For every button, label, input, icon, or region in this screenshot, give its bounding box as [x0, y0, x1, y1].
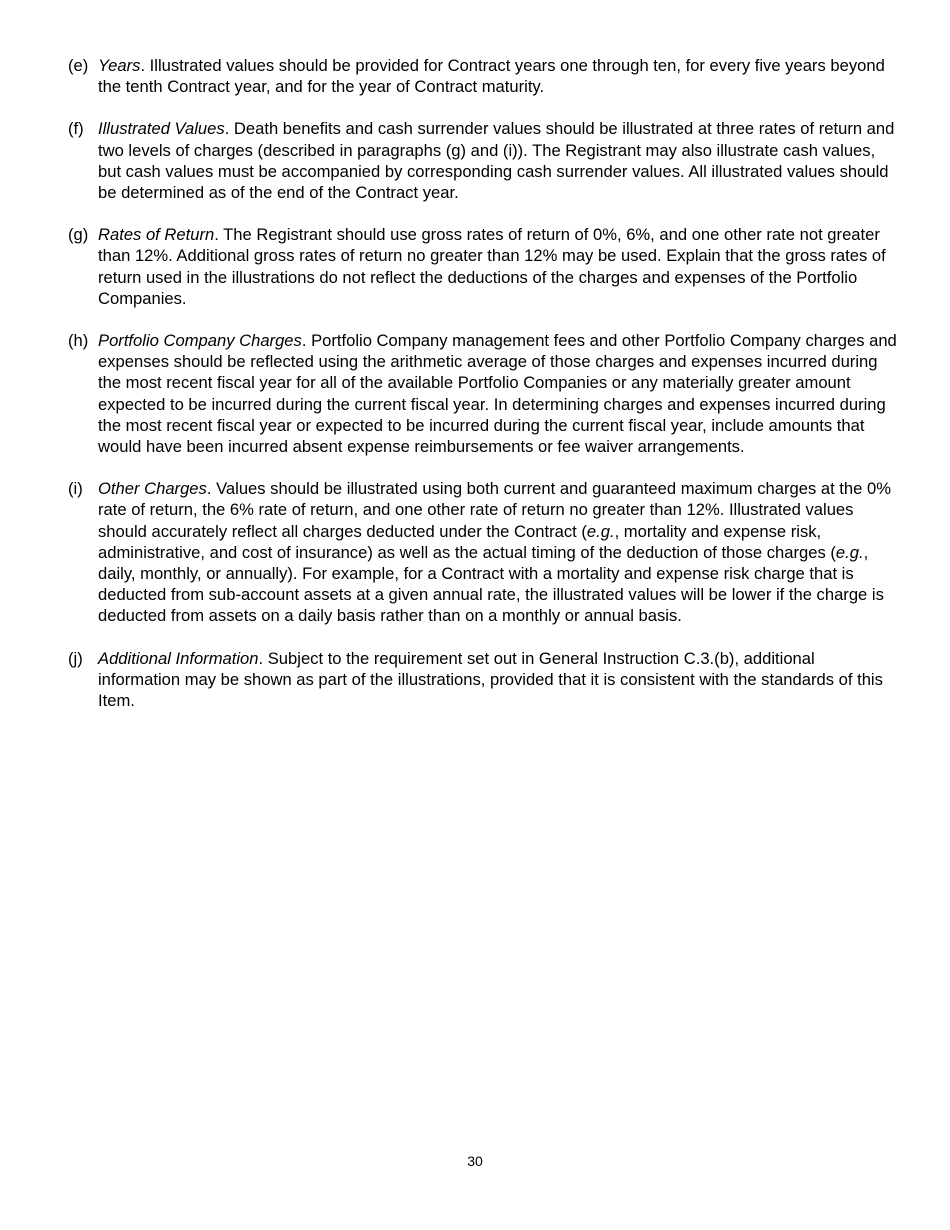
item-paragraph [98, 55, 898, 97]
item-marker: (e) [68, 56, 89, 75]
item-heading: Rates of Return [98, 225, 215, 245]
instruction-list [68, 55, 898, 732]
item-heading: Other Charges [98, 479, 207, 499]
item-paragraph [98, 224, 898, 309]
list-item [68, 118, 898, 203]
item-paragraph [98, 648, 898, 712]
item-text: , mortality and expense risk, administrative, and cost of insurance) as well as the actual timing of the deduction of those charges ( [98, 521, 836, 562]
item-text-italic: e.g. [586, 521, 615, 541]
item-text: . Values should be illustrated using both current and guaranteed maximum charges at the 0% rate of return, the 6% rate of return, and one other rate of return no greater than 12%. Illustrated values should accurately reflect all charges deducted under the Contract ( [98, 479, 891, 541]
item-marker: (g) [68, 225, 89, 245]
list-item [68, 224, 898, 309]
item-text: . Illustrated values should be provided for Contract years one through ten, for every five years beyond the tenth Contract year, and for the year of Contract maturity. [98, 56, 885, 97]
item-marker: (f) [68, 119, 84, 139]
item-text-italic: e.g. [835, 542, 864, 562]
item-heading: Years [98, 56, 141, 75]
item-heading: Illustrated Values [98, 119, 225, 139]
item-text: . Portfolio Company management fees and other Portfolio Company charges and expenses should be reflected using the arithmetic average of those charges and expenses incurred during the most recent fiscal year for all of the available Portfolio Companies or any materially greater amount expected to be incurred during the current fiscal year. In determining charges and expenses incurred during the most recent fiscal year or expected to be incurred during the current fiscal year, include amounts that would have been incurred absent expense reimbursements or fee waiver arrangements. [98, 331, 897, 457]
item-text: . The Registrant should use gross rates of return of 0%, 6%, and one other rate not greater than 12%. Additional gross rates of return no greater than 12% may be used. Explain that the gross rates of return used in the illustrations do not reflect the deductions of the charges and expenses of the Portfolio Companies. [98, 225, 886, 308]
item-heading: Portfolio Company Charges [98, 331, 302, 351]
page-number: 30 [467, 1153, 483, 1169]
list-item [68, 478, 898, 626]
item-heading: Additional Information [98, 648, 259, 668]
item-text: . Subject to the requirement set out in General Instruction C.3.(b), additional information may be shown as part of the illustrations, provided that it is consistent with the standards of this Item. [98, 648, 883, 711]
item-text: . Death benefits and cash surrender values should be illustrated at three rates of return and two levels of charges (described in paragraphs (g) and (i)). The Registrant may also illustrate cash values, but cash values must be accompanied by corresponding cash surrender values. All illustrated values should be determined as of the end of the Contract year. [98, 119, 895, 203]
item-marker: (h) [68, 331, 89, 351]
item-marker: (j) [68, 648, 83, 668]
item-text: , daily, monthly, or annually). For example, for a Contract with a mortality and expense risk charge that is deducted from sub-account assets at a given annual rate, the illustrated values will be lower if the charge is deducted from assets on a daily basis rather than on a monthly or annual basis. [98, 542, 884, 626]
list-item [68, 648, 898, 712]
item-paragraph [98, 330, 898, 457]
list-item [68, 55, 898, 97]
item-marker: (i) [68, 479, 83, 499]
item-paragraph [98, 118, 898, 203]
item-paragraph [98, 478, 898, 626]
list-item [68, 330, 898, 457]
